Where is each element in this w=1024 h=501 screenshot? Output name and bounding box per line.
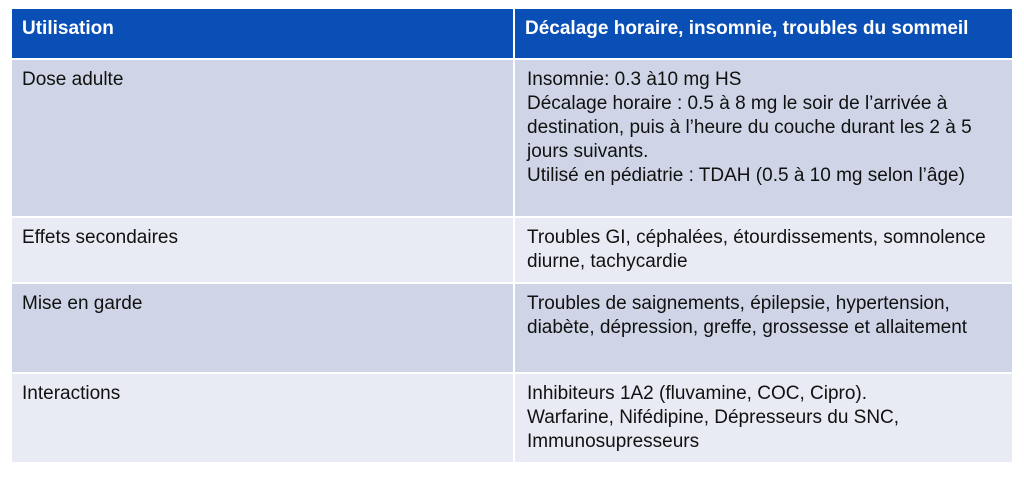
interactions-line-warfarine: Warfarine, Nifédipine, Dépresseurs du SNC, Immunosupresseurs <box>527 407 900 452</box>
table-header-row <box>12 9 1012 59</box>
table-row <box>12 59 1012 217</box>
row-label-mise-en-garde: Mise en garde <box>12 283 514 373</box>
row-value-effets-secondaires <box>514 217 1012 283</box>
mise-en-garde-line: Troubles de saignements, épilepsie, hypertension, diabète, dépression, greffe, grossesse et allaitement <box>527 293 968 338</box>
row-label-interactions: Interactions <box>12 373 514 463</box>
row-value-mise-en-garde <box>514 283 1012 373</box>
melatonin-info-table-container <box>12 9 1012 464</box>
dose-line-decalage: Décalage horaire : 0.5 à 8 mg le soir de l’arrivée à destination, puis à l’heure du couche durant les 2 à 5 jours suivants. <box>527 93 972 162</box>
header-utilisation: Utilisation <box>12 9 514 59</box>
melatonin-info-table <box>12 9 1012 464</box>
table-row <box>12 217 1012 283</box>
row-label-effets-secondaires: Effets secondaires <box>12 217 514 283</box>
table-row <box>12 283 1012 373</box>
dose-line-pediatrie: Utilisé en pédiatrie : TDAH (0.5 à 10 mg selon l’âge) <box>527 165 965 186</box>
table-row <box>12 373 1012 463</box>
effets-line: Troubles GI, céphalées, étourdissements, somnolence diurne, tachycardie <box>527 227 986 272</box>
row-value-dose-adulte <box>514 59 1012 217</box>
interactions-line-inhibiteurs: Inhibiteurs 1A2 (fluvamine, COC, Cipro). <box>527 383 868 404</box>
row-label-dose-adulte: Dose adulte <box>12 59 514 217</box>
header-indications: Décalage horaire, insomnie, troubles du sommeil <box>514 9 1012 59</box>
row-value-interactions <box>514 373 1012 463</box>
dose-line-insomnie: Insomnie: 0.3 à10 mg HS <box>527 69 742 90</box>
